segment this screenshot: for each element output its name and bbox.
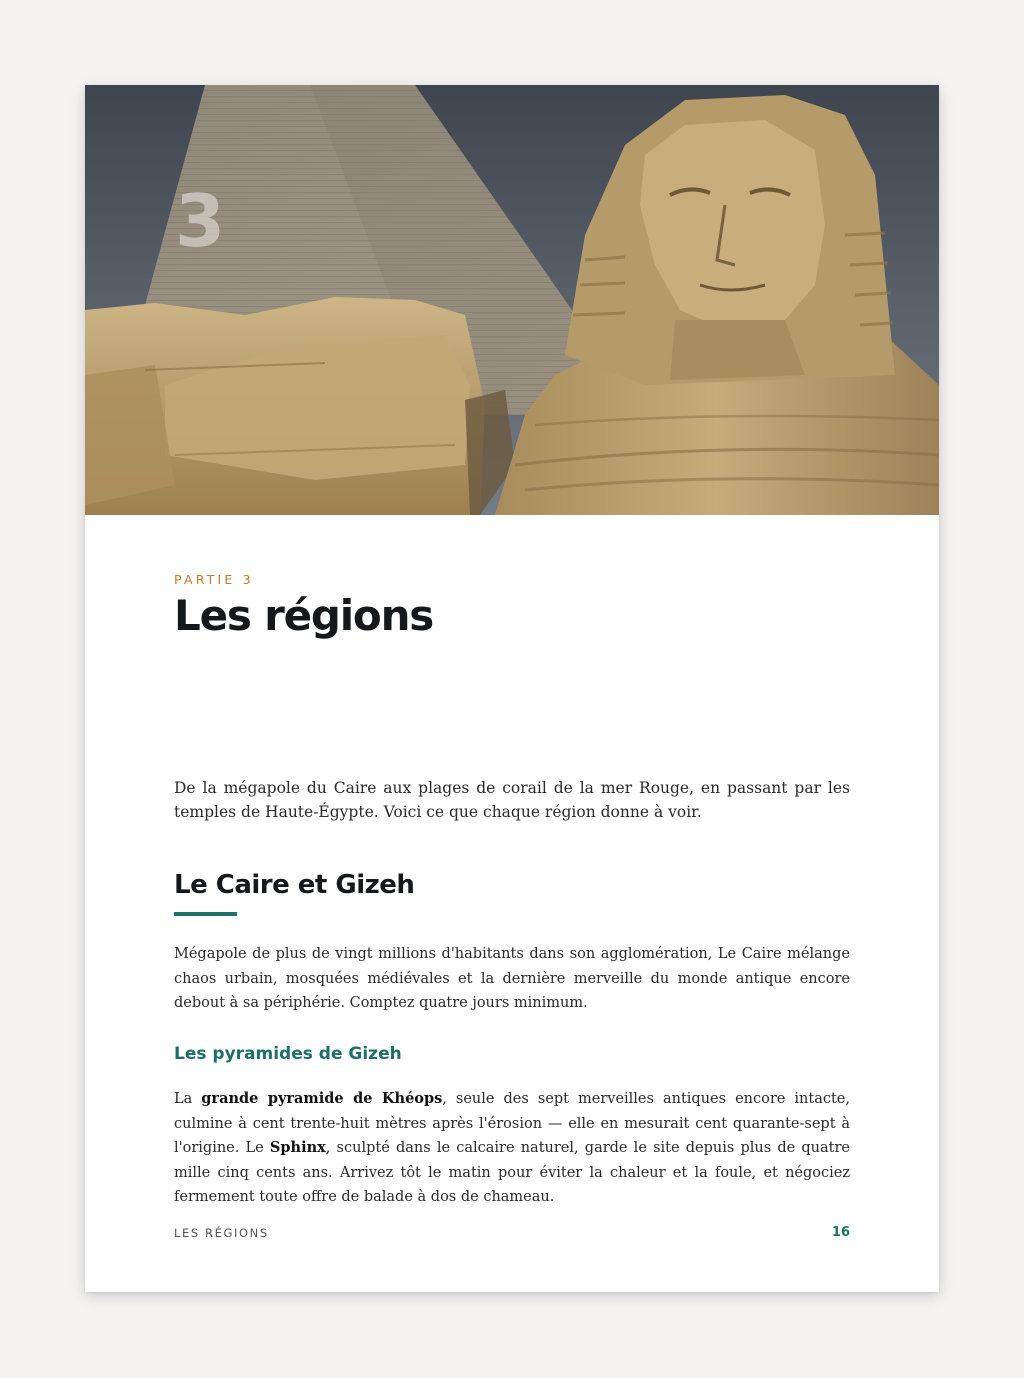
text-run: , sculpté dans le calcaire naturel, garde le site depuis plus de quatre mille cinq cents ans. Arrivez tôt le matin pour éviter la chaleur et la foule, et négociez fermement toute offre de balade à dos de chameau.	[174, 1140, 850, 1205]
text-run: La	[174, 1091, 202, 1107]
subsection-paragraph	[174, 1087, 850, 1210]
part-label: PARTIE 3	[174, 572, 254, 587]
sphinx-pyramid-illustration	[85, 85, 939, 515]
document-page	[85, 85, 939, 1292]
bold-sphinx: Sphinx	[269, 1139, 326, 1156]
running-title: LES RÉGIONS	[174, 1226, 269, 1240]
lead-paragraph: De la mégapole du Caire aux plages de corail de la mer Rouge, en passant par les temples de Haute-Égypte. Voici ce que chaque région donne à voir.	[174, 779, 850, 821]
section-heading-underline	[174, 912, 237, 916]
hero-image	[85, 85, 939, 515]
bold-khufu-pyramid: grande pyramide de Khéops	[201, 1090, 443, 1107]
section-heading: Le Caire et Gizeh	[174, 870, 415, 900]
chapter-number: 3	[175, 179, 224, 263]
page-title: Les régions	[174, 591, 434, 640]
page-number: 16	[831, 1225, 850, 1240]
subsection-heading: Les pyramides de Gizeh	[174, 1044, 402, 1064]
section-paragraph: Mégapole de plus de vingt millions d'habitants dans son agglomération, Le Caire mélange chaos urbain, mosquées médiévales et la dernière merveille du monde antique encore debout à sa périphérie. Comptez quatre jours minimum.	[174, 946, 850, 1011]
text-run: , seule des sept merveilles antiques encore intacte, culmine à cent trente-huit mètres après l'érosion — elle en mesurait cent quarante-sept à l'origine. Le	[174, 1091, 850, 1156]
